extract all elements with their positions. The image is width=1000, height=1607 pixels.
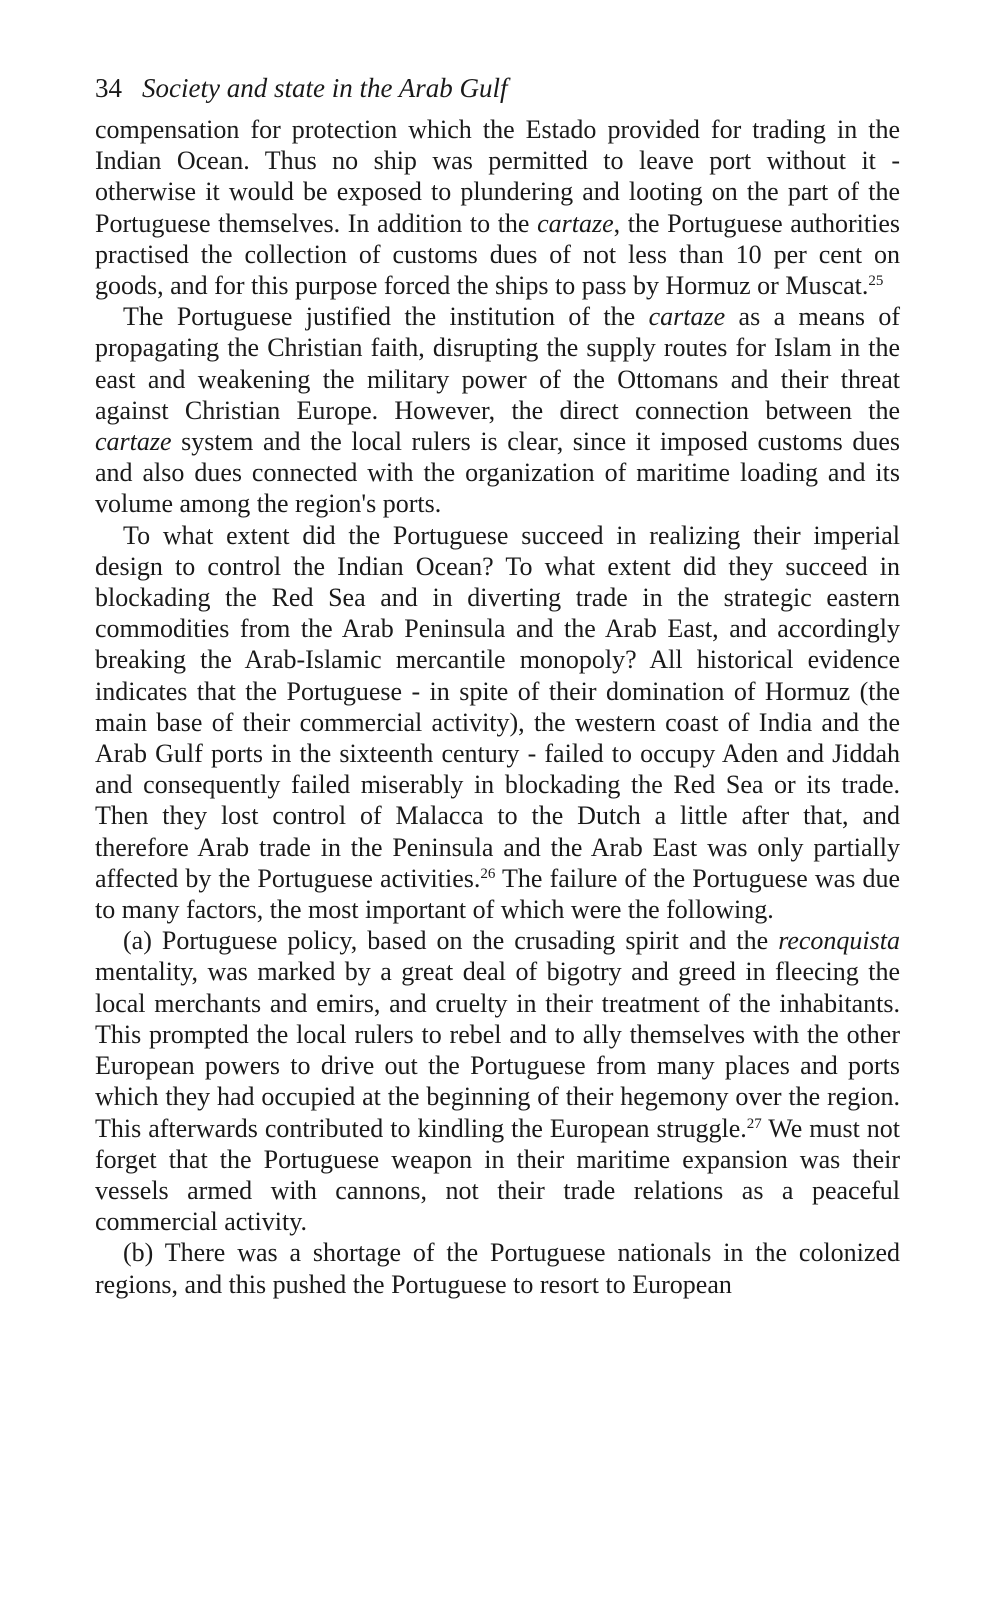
running-head <box>95 70 900 106</box>
running-title: Society and state in the Arab Gulf <box>142 73 508 103</box>
text-run: (a) Portuguese policy, based on the crusading spirit and the <box>123 926 779 956</box>
text-run: The Portuguese justified the institution of the <box>123 302 649 332</box>
italic-term: cartaze <box>537 208 614 238</box>
footnote-marker: 27 <box>746 1115 762 1132</box>
text-run: , the Portuguese authorities practised the collection of customs dues of not less than 10 per cent on goods, and for this purpose forced the ships to pass by Hormuz or Muscat. <box>95 208 900 301</box>
italic-term: cartaze <box>95 427 172 457</box>
paragraph <box>95 1237 900 1299</box>
text-run: as a means of propagating the Christian faith, disrupting the supply routes for Islam in the east and weakening the military power of the Ottomans and their threat against Christian Europe. However, the direct connection between the <box>95 302 900 425</box>
body-text <box>95 114 900 1300</box>
text-run: system and the local rulers is clear, since it imposed customs dues and also dues connected with the organization of maritime loading and its volume among the region's ports. <box>95 427 900 519</box>
book-page <box>95 70 900 1300</box>
footnote-marker: 25 <box>868 273 884 290</box>
text-run: To what extent did the Portuguese succeed in realizing their imperial design to control the Indian Ocean? To what extent did they succeed in blockading the Red Sea and in diverting trade in the strategic eastern commodities from the Arab Peninsula and the Arab East, and accordingly breaking the Arab-Islamic mercantile monopoly? All historical evidence indicates that the Portuguese - in spite of their domination of Hormuz (the main base of their commercial activity), the western coast of India and the Arab Gulf ports in the sixteenth century - failed to occupy Aden and Jiddah and consequently failed miserably in blockading the Red Sea or its trade. Then they lost control of Malacca to the Dutch a little after that, and therefore Arab trade in the Peninsula and the Arab East was only partially affected by the Portuguese activities. <box>95 520 900 893</box>
footnote-marker: 26 <box>480 865 496 882</box>
text-run: (b) There was a shortage of the Portuguese nationals in the colonized regions, and this pushed the Portuguese to resort to European <box>95 1238 900 1299</box>
text-run: We must not forget that the Portuguese weapon in their maritime expansion was their vessels armed with cannons, not their trade relations as a peaceful commercial activity. <box>95 1113 901 1237</box>
page-number: 34 <box>95 73 122 103</box>
text-run: compensation for protection which the Estado provided for trading in the Indian Ocean. Thus no ship was permitted to leave port without it - otherwise it would be exposed to plundering and looting on the part of the Portuguese themselves. In addition to the <box>95 115 900 238</box>
paragraph <box>95 520 900 926</box>
paragraph <box>95 114 900 301</box>
italic-term: reconquista <box>778 926 900 956</box>
text-run: The failure of the Portuguese was due to many factors, the most important of which were the following. <box>95 863 900 925</box>
paragraph <box>95 301 900 519</box>
italic-term: cartaze <box>648 302 726 332</box>
paragraph <box>95 925 900 1237</box>
text-run: mentality, was marked by a great deal of bigotry and greed in fleecing the local merchants and emirs, and cruelty in their treatment of the inhabitants. This prompted the local rulers to rebel and to ally themselves with the other European powers to drive out the Portuguese from many places and ports which they had occupied at the beginning of their hegemony over the region. This afterwards contributed to kindling the European struggle. <box>95 957 900 1143</box>
